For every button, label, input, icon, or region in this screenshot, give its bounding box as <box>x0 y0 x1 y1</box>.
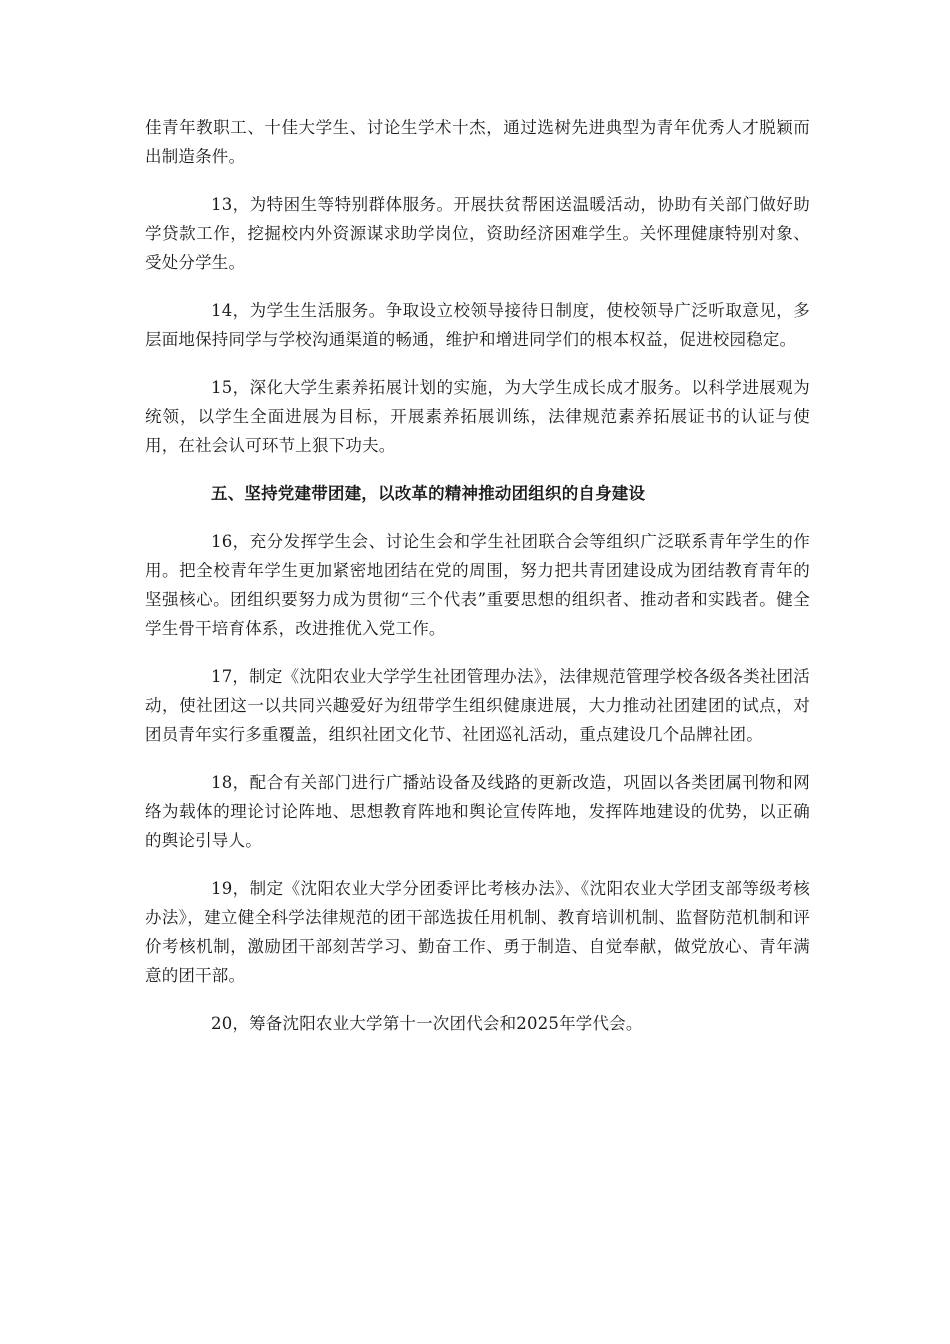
paragraph-15: 15，深化大学生素养拓展计划的实施，为大学生成长成才服务。以科学进展观为统领，以学生全面进展为目标，开展素养拓展训练，法律规范素养拓展证书的认证与使用，在社会认可环节上狠下功夫。 <box>145 378 810 455</box>
paragraph-continued: 佳青年教职工、十佳大学生、讨论生学术十杰，通过选树先进典型为青年优秀人才脱颖而出制造条件。 <box>145 118 810 166</box>
paragraph-18: 18，配合有关部门进行广播站设备及线路的更新改造，巩固以各类团属刊物和网络为载体的理论讨论阵地、思想教育阵地和舆论宣传阵地，发挥阵地建设的优势，以正确的舆论引导人。 <box>145 773 810 850</box>
paragraph-17: 17，制定《沈阳农业大学学生社团管理办法》，法律规范管理学校各级各类社团活动，使社团这一以共同兴趣爱好为纽带学生组织健康进展，大力推动社团建团的试点，对团员青年实行多重覆盖，组织社团文化节、社团巡礼活动，重点建设几个品牌社团。 <box>145 667 810 744</box>
paragraph-19: 19，制定《沈阳农业大学分团委评比考核办法》、《沈阳农业大学团支部等级考核办法》，建立健全科学法律规范的团干部选拔任用机制、教育培训机制、监督防范机制和评价考核机制，激励团干部刻苦学习、勤奋工作、勇于制造、自觉奉献，做党放心、青年满意的团干部。 <box>145 879 810 985</box>
section-heading: 五、坚持党建带团建，以改革的精神推动团组织的自身建设 <box>211 484 646 503</box>
paragraph-20: 20，筹备沈阳农业大学第十一次团代会和2025年学代会。 <box>211 1014 643 1033</box>
paragraph-14: 14，为学生生活服务。争取设立校领导接待日制度，使校领导广泛听取意见，多层面地保持同学与学校沟通渠道的畅通，维护和增进同学们的根本权益，促进校园稳定。 <box>145 301 810 349</box>
paragraph-16: 16，充分发挥学生会、讨论生会和学生社团联合会等组织广泛联系青年学生的作用。把全校青年学生更加紧密地团结在党的周围，努力把共青团建设成为团结教育青年的坚强核心。团组织要努力成为贯彻“三个代表”重要思想的组织者、推动者和实践者。健全学生骨干培育体系，改进推优入党工作。 <box>145 532 810 638</box>
paragraph-13: 13，为特困生等特别群体服务。开展扶贫帮困送温暖活动，协助有关部门做好助学贷款工作，挖掘校内外资源谋求助学岗位，资助经济困难学生。关怀理健康特别对象、受处分学生。 <box>145 195 810 272</box>
